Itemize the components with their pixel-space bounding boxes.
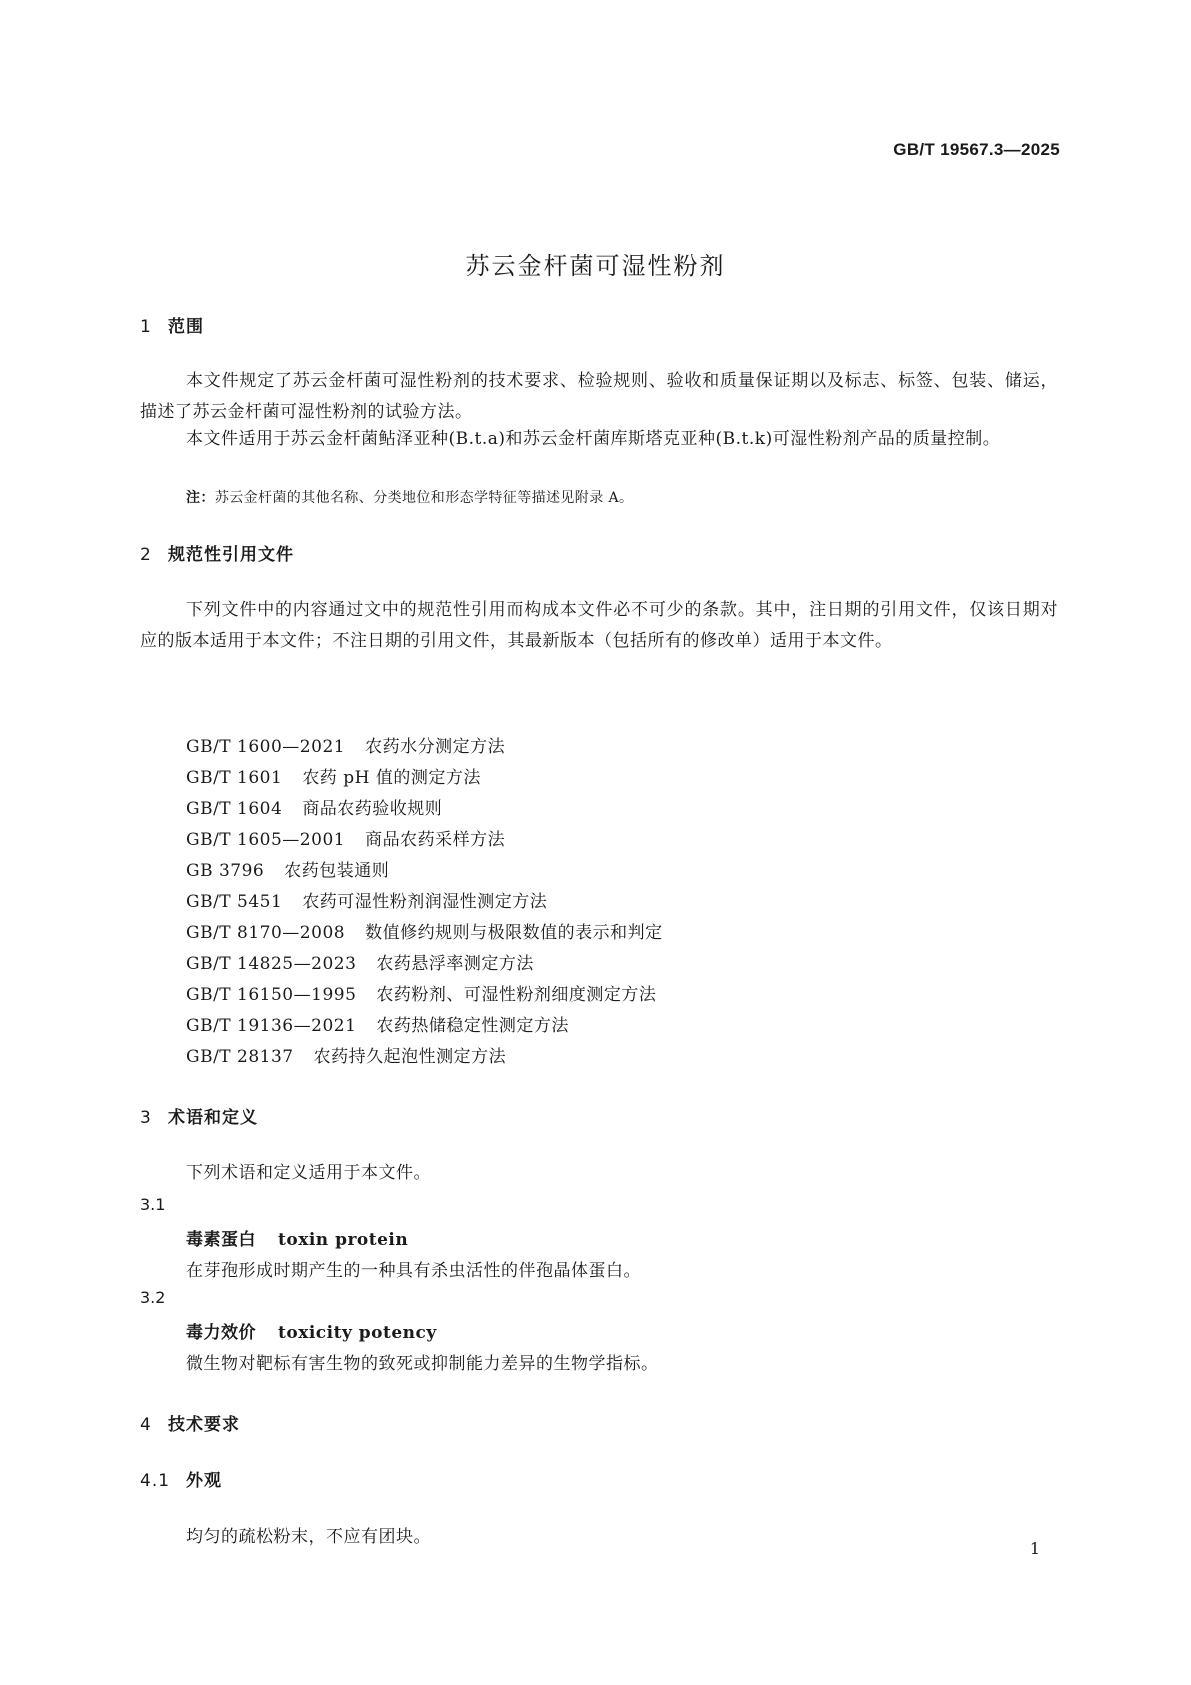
- note-text: 苏云金杆菌的其他名称、分类地位和形态学特征等描述见附录 A。: [214, 490, 634, 506]
- reference-title: 农药可湿性粉剂润湿性测定方法: [302, 892, 548, 912]
- reference-code: GB/T 1601: [186, 768, 283, 788]
- reference-item: [186, 980, 663, 1011]
- term-name-zh: 毒力效价: [186, 1323, 256, 1343]
- term-name-en: toxicity potency: [278, 1323, 437, 1343]
- reference-title: 农药粉剂、可湿性粉剂细度测定方法: [376, 985, 657, 1005]
- reference-item: [186, 918, 663, 949]
- term-number: 3.2: [140, 1288, 166, 1307]
- document-title: 苏云金杆菌可湿性粉剂: [465, 252, 726, 280]
- reference-code: GB/T 19136—2021: [186, 1016, 357, 1036]
- section-1-number: 1: [140, 317, 152, 337]
- reference-title: 农药包装通则: [284, 861, 390, 881]
- scope-paragraph-1: 本文件规定了苏云金杆菌可湿性粉剂的技术要求、检验规则、验收和质量保证期以及标志、标签、包装、储运，描述了苏云金杆菌可湿性粉剂的试验方法。: [140, 371, 1058, 422]
- reference-title: 农药悬浮率测定方法: [376, 954, 534, 974]
- scope-paragraph-2: 本文件适用于苏云金杆菌鲇泽亚种(B.t.a)和苏云金杆菌库斯塔克亚种(B.t.k)可湿性粉剂产品的质量控制。: [186, 429, 1001, 449]
- reference-code: GB/T 8170—2008: [186, 923, 346, 943]
- reference-code: GB/T 28137: [186, 1047, 294, 1067]
- reference-item: [186, 763, 663, 794]
- reference-item: [186, 1011, 663, 1042]
- section-3-heading: [140, 1103, 258, 1128]
- section-4-heading: [140, 1410, 240, 1435]
- reference-title: 农药持久起泡性测定方法: [313, 1047, 507, 1067]
- reference-code: GB/T 14825—2023: [186, 954, 357, 974]
- term-name-en: toxin protein: [278, 1230, 409, 1250]
- scope-note: [186, 487, 633, 507]
- reference-code: GB 3796: [186, 861, 265, 881]
- terms-intro: 下列术语和定义适用于本文件。: [186, 1163, 431, 1183]
- reference-code: GB/T 16150—1995: [186, 985, 357, 1005]
- section-2-title: 规范性引用文件: [168, 545, 294, 565]
- appearance-text: 均匀的疏松粉末，不应有团块。: [186, 1527, 431, 1547]
- section-3-title: 术语和定义: [168, 1108, 258, 1128]
- reference-title: 商品农药验收规则: [302, 799, 443, 819]
- reference-code: GB/T 1604: [186, 799, 283, 819]
- reference-title: 数值修约规则与极限数值的表示和判定: [365, 923, 663, 943]
- reference-item: [186, 1042, 663, 1073]
- reference-item: [186, 732, 663, 763]
- term-definition: 微生物对靶标有害生物的致死或抑制能力差异的生物学指标。: [186, 1354, 659, 1374]
- section-1-title: 范围: [168, 317, 204, 337]
- term-name: [186, 1225, 408, 1250]
- reference-code: GB/T 5451: [186, 892, 283, 912]
- reference-item: [186, 949, 663, 980]
- section-1-heading: [140, 312, 204, 337]
- reference-title: 商品农药采样方法: [365, 830, 506, 850]
- reference-code: GB/T 1605—2001: [186, 830, 346, 850]
- standard-number: GB/T 19567.3—2025: [893, 140, 1060, 159]
- note-label: 注：: [186, 490, 215, 506]
- term-number: 3.1: [140, 1195, 166, 1214]
- section-4-1-heading: [140, 1466, 222, 1491]
- section-2-number: 2: [140, 545, 152, 565]
- section-2-heading: [140, 540, 294, 565]
- reference-item: [186, 825, 663, 856]
- reference-item: [186, 794, 663, 825]
- section-3-number: 3: [140, 1108, 152, 1128]
- section-4-title: 技术要求: [168, 1415, 240, 1435]
- reference-item: [186, 856, 663, 887]
- section-4-1-number: 4.1: [140, 1471, 171, 1491]
- reference-list: [186, 732, 663, 1073]
- term-definition: 在芽孢形成时期产生的一种具有杀虫活性的伴孢晶体蛋白。: [186, 1261, 641, 1281]
- reference-title: 农药热储稳定性测定方法: [376, 1016, 569, 1036]
- section-4-number: 4: [140, 1415, 152, 1435]
- reference-item: [186, 887, 663, 918]
- references-intro: 下列文件中的内容通过文中的规范性引用而构成本文件必不可少的条款。其中，注日期的引用文件，仅该日期对应的版本适用于本文件；不注日期的引用文件，其最新版本（包括所有的修改单）适用于本文件。: [140, 600, 1058, 651]
- reference-code: GB/T 1600—2021: [186, 737, 346, 757]
- page-number: 1: [1029, 1539, 1040, 1558]
- term-name: [186, 1318, 437, 1343]
- reference-title: 农药 pH 值的测定方法: [302, 768, 481, 788]
- section-4-1-title: 外观: [186, 1471, 222, 1491]
- reference-title: 农药水分测定方法: [365, 737, 506, 757]
- term-name-zh: 毒素蛋白: [186, 1230, 256, 1250]
